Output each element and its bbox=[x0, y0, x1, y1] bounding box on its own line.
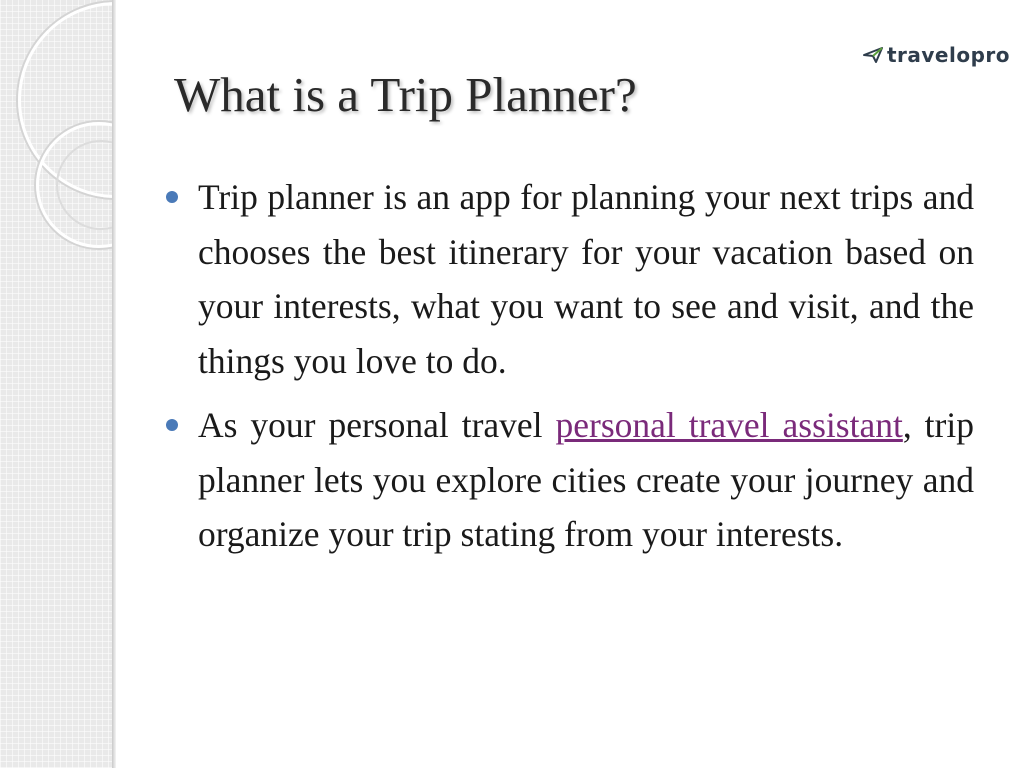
bullet-icon bbox=[166, 419, 178, 431]
bullet-item bbox=[160, 170, 974, 388]
bullet-text-before-link: As your personal travel bbox=[198, 405, 556, 445]
bullet-text-after-link: , trip planner lets you explore cities create your journey and organize your trip stating from your interests. bbox=[198, 405, 974, 554]
personal-travel-assistant-link[interactable]: personal travel assistant bbox=[555, 405, 903, 445]
bullet-item bbox=[160, 398, 974, 562]
panel-divider bbox=[112, 0, 116, 768]
travelopro-logo bbox=[863, 40, 1010, 70]
slide-content bbox=[160, 170, 974, 572]
slide-title: What is a Trip Planner? bbox=[174, 67, 637, 122]
decorative-side-panel bbox=[0, 0, 112, 768]
paper-plane-icon bbox=[863, 45, 883, 65]
bullet-text: Trip planner is an app for planning your next trips and chooses the best itinerary for your vacation based on your interests, what you want to see and visit, and the things you love to do. bbox=[198, 177, 974, 381]
bullet-icon bbox=[166, 191, 178, 203]
logo-text: travelopro bbox=[886, 43, 1010, 67]
